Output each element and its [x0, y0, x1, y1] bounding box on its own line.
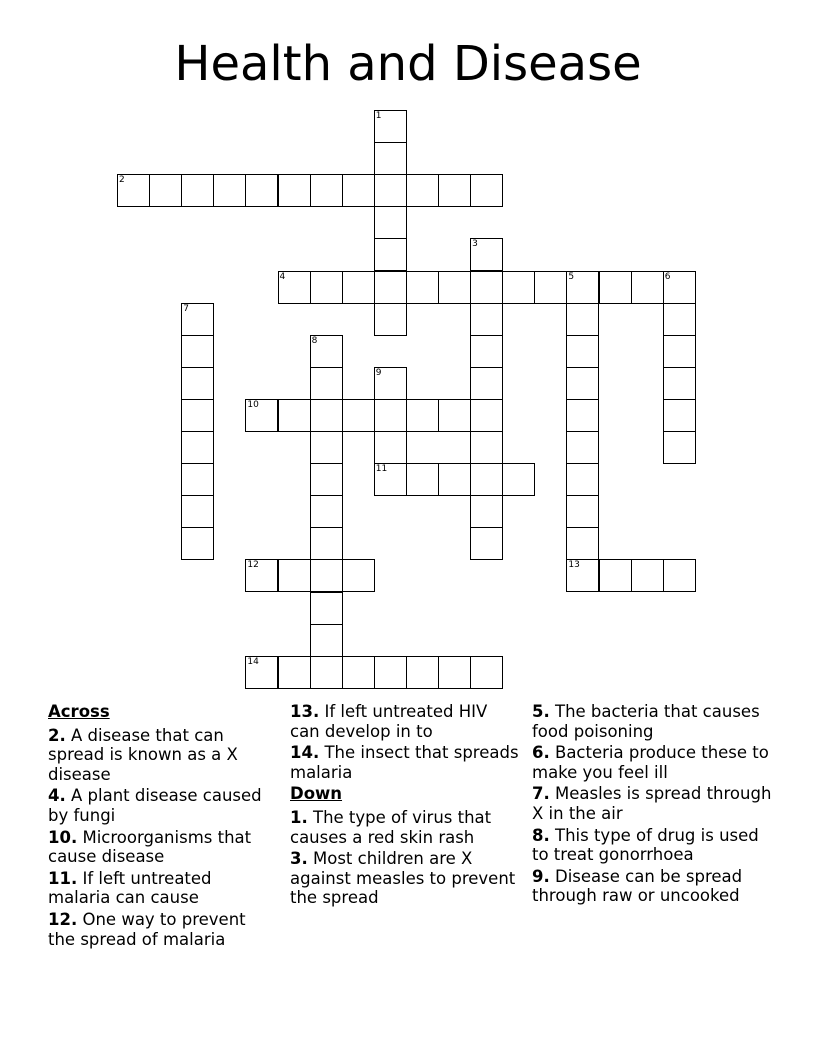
crossword-cell[interactable] [566, 335, 599, 368]
clue-item-text: If left untreated HIV can develop in to [290, 702, 488, 741]
clue-item-text: The type of virus that causes a red skin rash [290, 807, 492, 847]
crossword-cell[interactable] [566, 431, 599, 464]
crossword-cell[interactable] [470, 271, 503, 304]
clue-item-number: 7. [532, 784, 550, 804]
crossword-cell[interactable] [438, 463, 471, 496]
crossword-cell[interactable] [374, 271, 407, 304]
crossword-cell[interactable] [470, 303, 503, 336]
crossword-cell[interactable] [470, 238, 503, 271]
crossword-cell[interactable] [406, 174, 439, 207]
crossword-cell[interactable] [342, 271, 375, 304]
crossword-cell[interactable] [406, 271, 439, 304]
clue-item [48, 786, 273, 825]
clue-number: 5 [568, 271, 575, 282]
crossword-cell[interactable] [278, 656, 311, 689]
crossword-cell[interactable] [181, 463, 214, 496]
crossword-cell[interactable] [566, 399, 599, 432]
clue-number: 14 [247, 656, 259, 667]
crossword-cell[interactable] [310, 592, 343, 625]
crossword-cell[interactable] [470, 527, 503, 560]
crossword-cell[interactable] [502, 463, 535, 496]
crossword-cell[interactable] [663, 271, 696, 304]
crossword-cell[interactable] [278, 271, 311, 304]
crossword-cell[interactable] [342, 559, 375, 592]
crossword-cell[interactable] [470, 174, 503, 207]
crossword-cell[interactable] [310, 399, 343, 432]
crossword-cell[interactable] [438, 174, 471, 207]
clue-item-text: The bacteria that causes food poisoning [532, 702, 760, 741]
crossword-cell[interactable] [374, 142, 407, 175]
clue-item-number: 3. [290, 849, 308, 869]
clue-item [48, 726, 273, 785]
clue-item [532, 867, 772, 906]
crossword-cell[interactable] [470, 463, 503, 496]
crossword-cell[interactable] [566, 495, 599, 528]
clue-column-1 [48, 702, 273, 951]
crossword-cell[interactable] [245, 399, 278, 432]
clue-item-number: 6. [532, 743, 550, 763]
crossword-cell[interactable] [310, 656, 343, 689]
clue-item-text: Measles is spread through X in the air [532, 784, 772, 823]
clue-item-text: Microorganisms that cause disease [48, 827, 252, 867]
crossword-cell[interactable] [406, 463, 439, 496]
clue-item [48, 828, 273, 867]
crossword-cell[interactable] [406, 656, 439, 689]
crossword-cell[interactable] [663, 367, 696, 400]
clue-item-text: A disease that can spread is known as a X disease [48, 725, 238, 784]
clue-item-number: 4. [48, 786, 66, 806]
crossword-cell[interactable] [374, 463, 407, 496]
crossword-cell[interactable] [374, 431, 407, 464]
crossword-cell[interactable] [663, 559, 696, 592]
clue-item [290, 743, 520, 782]
crossword-cell[interactable] [310, 463, 343, 496]
clue-item-number: 11. [48, 868, 78, 888]
crossword-cell[interactable] [470, 431, 503, 464]
clue-column-2 [290, 702, 520, 910]
crossword-cell[interactable] [181, 303, 214, 336]
crossword-cell[interactable] [566, 303, 599, 336]
crossword-cell[interactable] [406, 399, 439, 432]
crossword-cell[interactable] [342, 399, 375, 432]
clue-item [48, 869, 273, 908]
crossword-cell[interactable] [310, 431, 343, 464]
clue-item-number: 1. [290, 807, 308, 827]
clue-item-text: This type of drug is used to treat gonorrhoea [532, 825, 759, 865]
page-title: Health and Disease [174, 36, 642, 92]
crossword-cell[interactable] [566, 527, 599, 560]
crossword-cell[interactable] [149, 174, 182, 207]
crossword-cell[interactable] [310, 624, 343, 657]
crossword-cell[interactable] [470, 399, 503, 432]
crossword-cell[interactable] [599, 271, 632, 304]
clue-item-text: Disease can be spread through raw or uncooked [532, 866, 743, 906]
clue-number: 7 [183, 303, 189, 314]
crossword-cell[interactable] [663, 303, 696, 336]
clue-number: 8 [311, 335, 318, 346]
clue-item-number: 2. [48, 725, 66, 745]
crossword-cell[interactable] [374, 174, 407, 207]
crossword-cell[interactable] [374, 656, 407, 689]
crossword-cell[interactable] [374, 238, 407, 271]
clue-item-text: A plant disease caused by fungi [48, 786, 262, 825]
clue-item-text: Bacteria produce these to make you feel ill [532, 743, 769, 782]
crossword-cell[interactable] [245, 559, 278, 592]
crossword-cell[interactable] [342, 174, 375, 207]
crossword-cell[interactable] [470, 656, 503, 689]
clue-item [532, 784, 772, 823]
clue-item-number: 14. [290, 743, 320, 763]
crossword-cell[interactable] [566, 367, 599, 400]
clue-item [290, 702, 520, 741]
clue-column-3 [532, 702, 772, 908]
crossword-cell[interactable] [181, 367, 214, 400]
clue-item [532, 702, 772, 741]
across-heading: Across [48, 702, 110, 721]
crossword-cell[interactable] [374, 110, 407, 143]
clue-item-number: 8. [532, 825, 550, 845]
crossword-cell[interactable] [663, 431, 696, 464]
crossword-cell[interactable] [470, 495, 503, 528]
crossword-cell[interactable] [566, 271, 599, 304]
crossword-cell[interactable] [566, 559, 599, 592]
clue-number: 1 [375, 111, 382, 121]
crossword-cell[interactable] [374, 367, 407, 400]
clue-item-text: If left untreated malaria can cause [48, 868, 212, 908]
crossword-cell[interactable] [310, 271, 343, 304]
clue-number: 6 [664, 271, 671, 282]
crossword-cell[interactable] [310, 559, 343, 592]
clue-number: 2 [119, 175, 125, 186]
clue-item-text: The insect that spreads malaria [290, 743, 519, 782]
clue-item [532, 826, 772, 865]
crossword-cell[interactable] [310, 495, 343, 528]
crossword-cell[interactable] [599, 559, 632, 592]
crossword-cell[interactable] [310, 527, 343, 560]
clue-number: 4 [279, 271, 286, 282]
crossword-cell[interactable] [438, 271, 471, 304]
crossword-cell[interactable] [245, 656, 278, 689]
clue-number: 10 [247, 399, 259, 410]
crossword-cell[interactable] [278, 174, 311, 207]
crossword-cell[interactable] [310, 367, 343, 400]
crossword-cell[interactable] [117, 174, 150, 207]
clue-number: 9 [375, 367, 382, 378]
clue-item-number: 12. [48, 909, 78, 929]
crossword-cell[interactable] [310, 335, 343, 368]
clue-number: 12 [247, 560, 259, 571]
crossword-cell[interactable] [181, 335, 214, 368]
crossword-cell[interactable] [181, 399, 214, 432]
clue-number: 3 [472, 239, 478, 250]
crossword-cell[interactable] [374, 303, 407, 336]
crossword-cell[interactable] [342, 656, 375, 689]
clue-item [532, 743, 772, 782]
clue-item-number: 13. [290, 702, 320, 721]
crossword-cell[interactable] [566, 463, 599, 496]
crossword-cell[interactable] [310, 174, 343, 207]
crossword-cell[interactable] [278, 399, 311, 432]
crossword-cell[interactable] [534, 271, 567, 304]
crossword-cell[interactable] [181, 495, 214, 528]
clue-item [290, 849, 520, 908]
clue-item-number: 5. [532, 702, 550, 721]
crossword-cell[interactable] [278, 559, 311, 592]
crossword-cell[interactable] [631, 559, 664, 592]
clue-item [290, 808, 520, 847]
clue-number: 13 [568, 560, 580, 571]
crossword-cell[interactable] [438, 399, 471, 432]
crossword-cell[interactable] [663, 335, 696, 368]
clue-item-number: 9. [532, 866, 550, 886]
crossword-cell[interactable] [470, 335, 503, 368]
crossword-cell[interactable] [502, 271, 535, 304]
crossword-cell[interactable] [213, 174, 246, 207]
crossword-cell[interactable] [470, 367, 503, 400]
down-heading: Down [290, 784, 343, 804]
clue-item-number: 10. [48, 827, 78, 847]
crossword-cell[interactable] [374, 206, 407, 239]
clue-number: 11 [375, 464, 388, 475]
crossword-cell[interactable] [181, 527, 214, 560]
crossword-cell[interactable] [374, 399, 407, 432]
crossword-cell[interactable] [245, 174, 278, 207]
clue-item-text: Most children are X against measles to prevent the spread [290, 849, 516, 908]
clue-item-text: One way to prevent the spread of malaria [48, 909, 246, 949]
crossword-cell[interactable] [663, 399, 696, 432]
crossword-cell[interactable] [181, 174, 214, 207]
clue-item [48, 910, 273, 949]
crossword-cell[interactable] [631, 271, 664, 304]
crossword-cell[interactable] [438, 656, 471, 689]
crossword-cell[interactable] [181, 431, 214, 464]
